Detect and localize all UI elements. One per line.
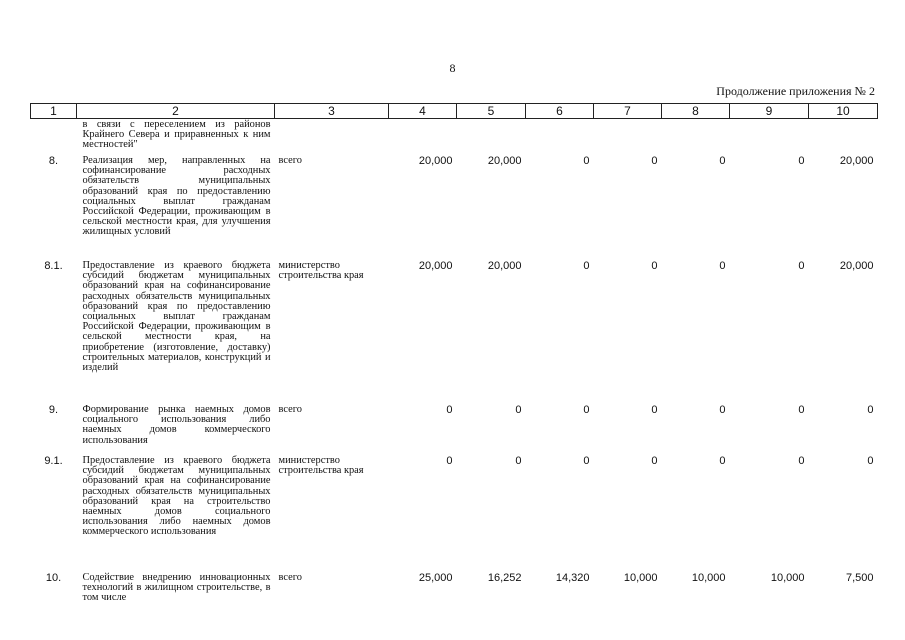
column-number-row xyxy=(31,104,878,119)
row-value: 0 xyxy=(583,455,590,467)
appendix-continuation-label: Продолжение приложения № 2 xyxy=(716,84,875,98)
row-value xyxy=(594,119,662,155)
page-number: 8 xyxy=(449,61,456,75)
row-description: Реализация мер, направленных на софинансирование расходных обязательств муниципальных образований края по предоставлению социальных выплат гражданам Российской Федерации, проживающим в сельской местности края, для улучшения жилищных условий xyxy=(82,155,271,238)
column-header: 4 xyxy=(389,104,457,119)
row-value xyxy=(526,119,594,155)
row-value: 0 xyxy=(651,260,658,272)
column-header: 5 xyxy=(457,104,526,119)
table-row xyxy=(31,119,878,155)
row-value: 20,000 xyxy=(487,155,522,167)
row-value: 20,000 xyxy=(418,155,453,167)
row-value: 0 xyxy=(515,404,522,416)
row-value: 7,500 xyxy=(845,572,874,584)
table-row xyxy=(31,154,878,259)
row-value: 10,000 xyxy=(770,572,805,584)
row-value: 0 xyxy=(651,455,658,467)
row-value xyxy=(809,119,878,155)
column-header: 10 xyxy=(809,104,878,119)
row-executor: всего xyxy=(278,404,302,415)
row-value: 0 xyxy=(446,455,453,467)
table-row xyxy=(31,403,878,454)
row-description: в связи с переселением из районов Крайнего Севера и приравненных к ним местностей" xyxy=(82,119,271,151)
row-value: 14,320 xyxy=(555,572,590,584)
row-value: 0 xyxy=(798,404,805,416)
row-description: Предоставление из краевого бюджета субсидий бюджетам муниципальных образований края на софинансирование расходных обязательств муниципальных образований края на строительство наемных домов социального использования либо наемных домов коммерческого использования xyxy=(82,455,271,538)
row-value: 0 xyxy=(515,455,522,467)
row-value: 0 xyxy=(867,455,874,467)
row-number: 8.1. xyxy=(44,260,63,272)
row-value: 0 xyxy=(651,404,658,416)
row-value: 0 xyxy=(719,260,726,272)
column-header: 1 xyxy=(31,104,77,119)
row-executor: всего xyxy=(278,572,302,583)
row-value: 0 xyxy=(719,404,726,416)
row-number: 8. xyxy=(48,155,59,167)
row-value: 20,000 xyxy=(418,260,453,272)
program-table xyxy=(30,103,878,613)
column-header: 9 xyxy=(730,104,809,119)
row-value: 20,000 xyxy=(839,155,874,167)
row-value: 0 xyxy=(798,155,805,167)
row-value: 0 xyxy=(798,260,805,272)
row-value: 20,000 xyxy=(839,260,874,272)
table-row xyxy=(31,259,878,403)
row-executor: министерство строительства края xyxy=(278,455,364,477)
row-value: 0 xyxy=(651,155,658,167)
column-header: 6 xyxy=(526,104,594,119)
row-value xyxy=(662,119,730,155)
table-row xyxy=(31,454,878,571)
column-header: 7 xyxy=(594,104,662,119)
column-header: 2 xyxy=(77,104,275,119)
row-value xyxy=(389,119,457,155)
row-value: 0 xyxy=(719,455,726,467)
row-value xyxy=(457,119,526,155)
row-value: 0 xyxy=(798,455,805,467)
row-description: Содействие внедрению инновационных технологий в жилищном строительстве, в том числе xyxy=(82,572,271,604)
table-row xyxy=(31,571,878,613)
row-value: 16,252 xyxy=(487,572,522,584)
row-value: 0 xyxy=(719,155,726,167)
row-value: 0 xyxy=(583,260,590,272)
column-header: 3 xyxy=(275,104,389,119)
row-number: 9.1. xyxy=(44,455,63,467)
row-value: 20,000 xyxy=(487,260,522,272)
row-value: 10,000 xyxy=(623,572,658,584)
row-value: 0 xyxy=(583,155,590,167)
column-header: 8 xyxy=(662,104,730,119)
row-executor: всего xyxy=(278,155,302,166)
row-executor xyxy=(275,119,389,155)
row-value: 0 xyxy=(583,404,590,416)
row-description: Предоставление из краевого бюджета субсидий бюджетам муниципальных образований края на софинансирование расходных обязательств муниципальных образований края по предоставлению социальных выплат гражданам Российской Федерации, проживающим в сельской местности края, на приобретение (изготовление, доставку) строительных материалов, конструкций и изделий xyxy=(82,260,271,374)
row-description: Формирование рынка наемных домов социального использования либо наемных домов коммерческого использования xyxy=(82,404,271,446)
row-executor: министерство строительства края xyxy=(278,260,364,282)
row-value: 25,000 xyxy=(418,572,453,584)
row-number: 10. xyxy=(45,572,62,584)
row-value: 10,000 xyxy=(691,572,726,584)
row-value xyxy=(730,119,809,155)
row-number: 9. xyxy=(48,404,59,416)
row-number xyxy=(31,119,77,155)
row-value: 0 xyxy=(867,404,874,416)
row-value: 0 xyxy=(446,404,453,416)
